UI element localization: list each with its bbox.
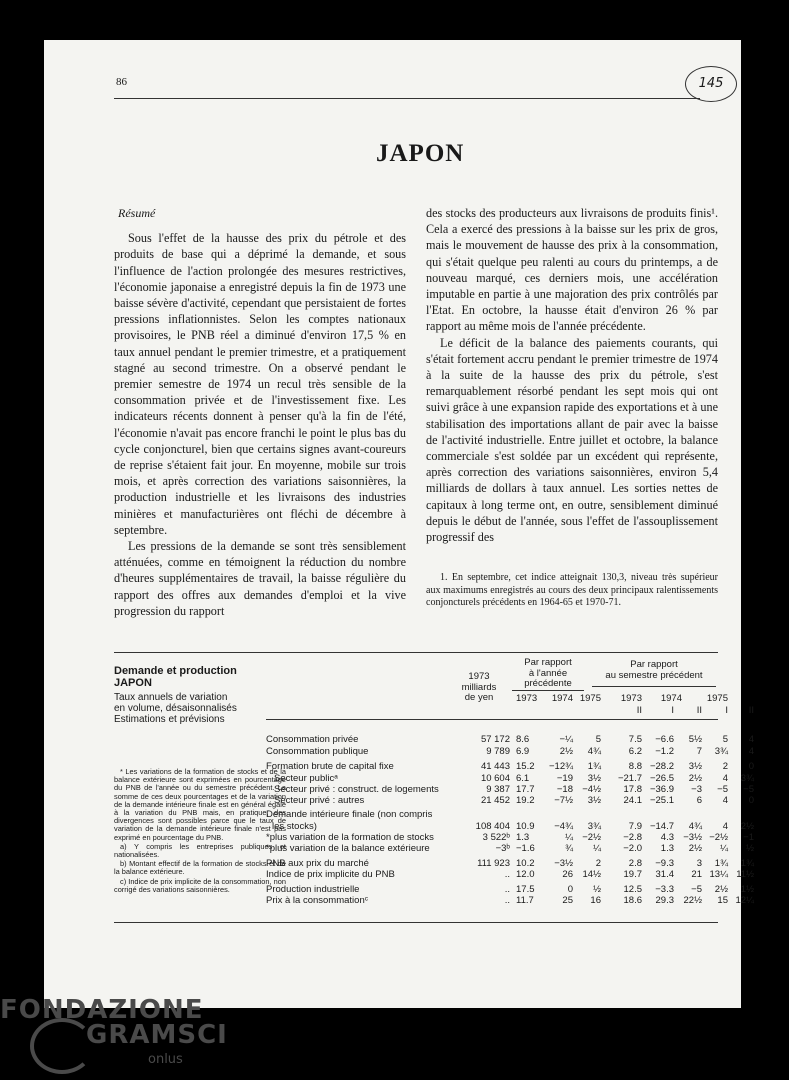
half-label: II bbox=[748, 705, 754, 716]
value-cell: 1½ bbox=[740, 884, 754, 895]
value-cell: 2½ bbox=[559, 746, 573, 757]
value-cell: −1 bbox=[743, 832, 754, 843]
value-cell: 10.2 bbox=[516, 858, 535, 869]
value-cell: −18 bbox=[556, 784, 573, 795]
value-cell: −2.0 bbox=[623, 843, 642, 854]
base-value-cell: .. bbox=[504, 869, 510, 880]
value-cell: 21 bbox=[691, 869, 702, 880]
base-unit-label: de yen bbox=[464, 692, 494, 703]
base-value-cell: −3ᵇ bbox=[495, 843, 510, 854]
value-cell: 17.5 bbox=[516, 884, 535, 895]
value-cell: 15 bbox=[717, 895, 728, 906]
value-cell: 5½ bbox=[688, 734, 702, 745]
value-cell: 1¾ bbox=[740, 858, 754, 869]
value-cell: 3¾ bbox=[587, 821, 601, 832]
value-cell: 2½ bbox=[714, 884, 728, 895]
value-cell: −21.7 bbox=[617, 773, 642, 784]
value-cell: −2½ bbox=[709, 832, 728, 843]
table-note: c) Indice de prix implicite de la consommation, non corrigé des variations saisonnières. bbox=[114, 876, 286, 894]
row-label: Prix à la consommationᶜ bbox=[266, 895, 369, 906]
value-cell: −5 bbox=[717, 784, 728, 795]
value-cell: 0 bbox=[748, 795, 754, 806]
watermark-line3: onlus bbox=[148, 1052, 183, 1067]
value-cell: 29.3 bbox=[655, 895, 674, 906]
value-cell: 12.0 bbox=[516, 869, 535, 880]
value-cell: 3¾ bbox=[740, 773, 754, 784]
base-value-cell: .. bbox=[504, 884, 510, 895]
half-label: I bbox=[725, 705, 728, 716]
value-cell: 5 bbox=[722, 734, 728, 745]
group-label: Par rapport bbox=[630, 659, 678, 670]
value-cell: −1.2 bbox=[655, 746, 674, 757]
value-cell: −6.6 bbox=[655, 734, 674, 745]
row-label: Secteur privé : construct. de logements bbox=[274, 784, 439, 795]
base-value-cell: 9 387 bbox=[486, 784, 510, 795]
value-cell: 11.7 bbox=[516, 895, 534, 906]
watermark-line2: GRAMSCI bbox=[86, 1020, 228, 1050]
value-cell: −25.1 bbox=[649, 795, 674, 806]
value-cell: 8.6 bbox=[516, 734, 530, 745]
value-cell: 1¾ bbox=[587, 761, 601, 772]
value-cell: −7½ bbox=[554, 795, 573, 806]
value-cell: 4 bbox=[722, 773, 728, 784]
year-label: 1973 bbox=[516, 693, 538, 704]
year-label: 1975 bbox=[579, 693, 601, 704]
row-label: PNB aux prix du marché bbox=[266, 858, 369, 869]
semester-group-header bbox=[590, 660, 718, 681]
row-label: *plus variation de la balance extérieure bbox=[266, 843, 430, 854]
year-label: 1973 bbox=[620, 693, 642, 704]
base-year-header bbox=[454, 672, 504, 704]
value-cell: 12.5 bbox=[623, 884, 642, 895]
row-label: Formation brute de capital fixe bbox=[266, 761, 394, 772]
value-cell: 4 bbox=[722, 795, 728, 806]
annual-group-header bbox=[510, 658, 586, 690]
value-cell: 1¾ bbox=[714, 858, 728, 869]
scanned-page bbox=[44, 40, 754, 1008]
base-value-cell: 21 452 bbox=[480, 795, 510, 806]
base-value-cell: .. bbox=[504, 895, 510, 906]
value-cell: 2 bbox=[595, 858, 601, 869]
value-cell: ¼ bbox=[593, 843, 601, 854]
row-label: Consommation privée bbox=[266, 734, 359, 745]
table-subtitle-line: Estimations et prévisions bbox=[114, 714, 225, 725]
table-notes bbox=[114, 768, 286, 895]
right-paragraph-1: des stocks des producteurs aux livraisons de produits finis¹. Cela a exercé des pressions à la baisse sur les prix de gros, mais le mouvement de hausse des prix à la consommation, qui s'était quelque peu ralenti au cours du printemps, a de nouveau marqué, ces derniers mois, une accélération imputable en partie à une majoration des prix contrôlés par l'Etat. En octobre, la hausse était d'environ 26 % par rapport au même mois de l'année précédente. bbox=[426, 206, 718, 334]
value-cell: ½ bbox=[746, 843, 754, 854]
value-cell: 17.7 bbox=[516, 784, 535, 795]
base-value-cell: 111 923 bbox=[477, 858, 510, 869]
value-cell: 7 bbox=[696, 746, 702, 757]
row-label: Indice de prix implicite du PNB bbox=[266, 869, 395, 880]
group-label: au semestre précédent bbox=[605, 669, 703, 681]
right-column bbox=[426, 205, 718, 545]
half-label: I bbox=[671, 705, 674, 716]
value-cell: 4.3 bbox=[660, 832, 674, 843]
value-cell: −2.8 bbox=[623, 832, 642, 843]
base-year-label: 1973 bbox=[468, 671, 490, 682]
base-value-cell: 108 404 bbox=[475, 821, 510, 832]
value-cell: ½ bbox=[593, 884, 601, 895]
left-paragraph-1: Sous l'effet de la hausse des prix du pétrole et des produits de base qui a déprimé la demande, et sous l'influence de l'action prolongée des mesures restrictives, l'économie japonaise a enregistré depuis la fin de 1973 une baisse sévère d'activité, cependant que persistaient de fortes pressions inflationnistes. Selon les comptes nationaux provisoires, le PNB réel a diminué d'environ 17,5 % en taux annuel pendant le premier trimestre, et a pratiquement stagné au second trimestre. On a observé pendant le premier semestre de 1974 un recul très sensible de la consommation privée et de l'investissement fixe. Les indicateurs récents donnent à penser qu'à la fin de l'été, l'économie n'avait pas encore franchi le point le plus bas du cycle conjoncturel, bien que certains signes avant-coureurs de reprise s'étaient fait jour. En moyenne, mobile sur trois mois, et après correction des variations saisonnières, la production industrielle et les livraisons des industries minières et manufacturières ont fléchi de décembre à septembre. bbox=[114, 231, 406, 537]
value-cell: −5 bbox=[743, 784, 754, 795]
value-cell: 26 bbox=[562, 869, 573, 880]
value-cell: 7.5 bbox=[628, 734, 642, 745]
table-title-line2: JAPON bbox=[114, 677, 152, 689]
value-cell: −¼ bbox=[559, 734, 573, 745]
value-cell: 22½ bbox=[683, 895, 702, 906]
base-value-cell: 3 522ᵇ bbox=[482, 832, 510, 843]
value-cell: −3½ bbox=[683, 832, 702, 843]
table-title-line1: Demande et production bbox=[114, 665, 237, 677]
half-label: II bbox=[696, 705, 702, 716]
value-cell: −28.2 bbox=[649, 761, 674, 772]
value-cell: ¼ bbox=[720, 843, 728, 854]
footnote: 1. En septembre, cet indice atteignait 130,3, niveau très supérieur aux maximums enregistrés au cours des deux principaux ralentissements conjoncturels précédents en 1964-65 et 1970-71. bbox=[426, 572, 718, 608]
value-cell: −3.3 bbox=[655, 884, 674, 895]
value-cell: 6.9 bbox=[516, 746, 530, 757]
value-cell: 31.4 bbox=[655, 869, 674, 880]
left-paragraph-2: Les pressions de la demande se sont très sensiblement atténuées, comme en témoignent la réduction du nombre d'heures supplémentaires de travail, la baisse régulière du rapport des offres aux demandes d'emploi et la vive progression du rapport bbox=[114, 539, 406, 618]
section-heading: Résumé bbox=[118, 206, 156, 220]
row-label: Production industrielle bbox=[266, 884, 360, 895]
value-cell: 12¼ bbox=[735, 895, 754, 906]
base-unit-label: milliards bbox=[461, 681, 497, 693]
table-subtitle-line: Taux annuels de variation bbox=[114, 692, 228, 703]
value-cell: 5 bbox=[595, 734, 601, 745]
value-cell: 6 bbox=[696, 795, 702, 806]
value-cell: 6.2 bbox=[628, 746, 642, 757]
value-cell: 2½ bbox=[688, 843, 702, 854]
value-cell: 4¾ bbox=[688, 821, 702, 832]
value-cell: −2½ bbox=[582, 832, 601, 843]
year-label: 1974 bbox=[551, 693, 573, 704]
year-label: 1975 bbox=[706, 693, 728, 704]
value-cell: 24.1 bbox=[623, 795, 642, 806]
value-cell: 11½ bbox=[736, 869, 754, 880]
value-cell: 25 bbox=[562, 895, 573, 906]
value-cell: ¼ bbox=[565, 832, 573, 843]
value-cell: 10.9 bbox=[516, 821, 535, 832]
watermark-logo bbox=[30, 1018, 94, 1074]
right-paragraph-2: Le déficit de la balance des paiements courants, qui s'était fortement accru pendant le premier trimestre de 1974 à la suite de la hausse des prix du pétrole, s'est remarquablement résorbé pendant les sept mois qui ont suivi grâce à une expansion rapide des exportations et à une stabilisation des importations allant de pair avec la baisse de l'activité industrielle. Entre juillet et octobre, la balance commerciale s'est soldée par un excédent qui représente, après correction des variations saisonnières, environ 5,4 milliards de dollars à taux annuel. Les sorties nettes de capitaux à long terme ont, en outre, sensiblement diminué depuis le début de l'année, sous l'effet de l'assouplissement progressif des bbox=[426, 335, 718, 545]
value-cell: −19 bbox=[556, 773, 573, 784]
value-cell: 1.3 bbox=[516, 832, 530, 843]
value-cell: −1.6 bbox=[516, 843, 535, 854]
value-cell: 19.2 bbox=[516, 795, 535, 806]
table-subtitle-line: en volume, désaisonnalisés bbox=[114, 703, 237, 714]
value-cell: 4 bbox=[722, 821, 728, 832]
value-cell: −9.3 bbox=[655, 858, 674, 869]
value-cell: 6.1 bbox=[516, 773, 530, 784]
table-top-rule bbox=[114, 652, 718, 653]
archive-stamp: 145 bbox=[685, 66, 737, 102]
value-cell: 3½ bbox=[587, 795, 601, 806]
value-cell: 2½ bbox=[688, 773, 702, 784]
value-cell: −4¾ bbox=[554, 821, 573, 832]
row-label: Consommation publique bbox=[266, 746, 369, 757]
value-cell: 2 bbox=[722, 761, 728, 772]
value-cell: 14½ bbox=[582, 869, 601, 880]
base-value-cell: 41 443 bbox=[480, 761, 510, 772]
watermark-line1: FONDAZIONE bbox=[0, 995, 204, 1025]
row-label: Secteur privé : autres bbox=[274, 795, 365, 806]
value-cell: 7.9 bbox=[628, 821, 642, 832]
value-cell: −12¾ bbox=[549, 761, 574, 772]
base-value-cell: 10 604 bbox=[480, 773, 510, 784]
value-cell: −26.5 bbox=[649, 773, 674, 784]
group-label: précédente bbox=[524, 678, 572, 689]
value-cell: −3 bbox=[691, 784, 702, 795]
page-title: JAPON bbox=[376, 140, 465, 167]
value-cell: 1.3 bbox=[660, 843, 674, 854]
half-label: II bbox=[636, 705, 642, 716]
row-label: Demande intérieure finale (non compris bbox=[266, 809, 433, 820]
table-note: a) Y compris les entreprises publiques et nationalisées. bbox=[114, 841, 286, 860]
table-title bbox=[114, 665, 237, 689]
value-cell: 13¼ bbox=[709, 869, 728, 880]
value-cell: 2½ bbox=[740, 821, 754, 832]
value-cell: 3¾ bbox=[714, 746, 728, 757]
group-label: Par rapport bbox=[524, 657, 572, 668]
semester-group-rule bbox=[592, 686, 716, 687]
value-cell: 4 bbox=[748, 746, 754, 757]
value-cell: 3½ bbox=[587, 773, 601, 784]
table-note: b) Montant effectif de la formation de stocks et de la balance extérieure. bbox=[114, 859, 286, 877]
table-note: * Les variations de la formation de stocks et de la balance extérieure sont exprimées en pourcentage du PNB de l'année ou du semestre précédent. La somme de ces deux pourcentages et de la variation de la demande intérieure finale est en général égale à la variation du PNB mais, en pratique, des divergences sont possibles parce que le taux de variation de la demande intérieure finale n'est pas exprimé en pourcentage du PNB. bbox=[114, 767, 286, 842]
header-rule bbox=[114, 98, 700, 99]
value-cell: 4¾ bbox=[587, 746, 601, 757]
year-label: 1974 bbox=[660, 693, 682, 704]
value-cell: −36.9 bbox=[649, 784, 674, 795]
page-number: 86 bbox=[116, 76, 127, 88]
base-value-cell: 57 172 bbox=[480, 734, 510, 745]
value-cell: ¾ bbox=[565, 843, 573, 854]
value-cell: 8.8 bbox=[628, 761, 642, 772]
base-value-cell: 9 789 bbox=[486, 746, 510, 757]
row-label: *plus variation de la formation de stocks bbox=[266, 832, 434, 843]
value-cell: −5 bbox=[691, 884, 702, 895]
value-cell: 18.6 bbox=[623, 895, 642, 906]
annual-group-rule bbox=[512, 690, 584, 691]
value-cell: 16 bbox=[590, 895, 601, 906]
value-cell: 3 bbox=[696, 858, 702, 869]
value-cell: 0 bbox=[567, 884, 573, 895]
value-cell: −3½ bbox=[554, 858, 573, 869]
value-cell: 15.2 bbox=[516, 761, 535, 772]
value-cell: 19.7 bbox=[623, 869, 642, 880]
group-label: à l'année bbox=[528, 667, 568, 679]
value-cell: 3½ bbox=[688, 761, 702, 772]
value-cell: −4½ bbox=[582, 784, 601, 795]
value-cell: −14.7 bbox=[649, 821, 674, 832]
row-label: Secteur publicᵃ bbox=[274, 773, 338, 784]
value-cell: 4 bbox=[748, 734, 754, 745]
value-cell: 0 bbox=[748, 761, 754, 772]
table-bottom-rule bbox=[114, 922, 718, 923]
header-bottom-rule bbox=[266, 719, 718, 720]
left-column bbox=[114, 205, 406, 619]
row-label: les stocks) bbox=[272, 821, 317, 832]
value-cell: 2.8 bbox=[628, 858, 642, 869]
table-subtitle bbox=[114, 692, 237, 725]
value-cell: 17.8 bbox=[623, 784, 642, 795]
